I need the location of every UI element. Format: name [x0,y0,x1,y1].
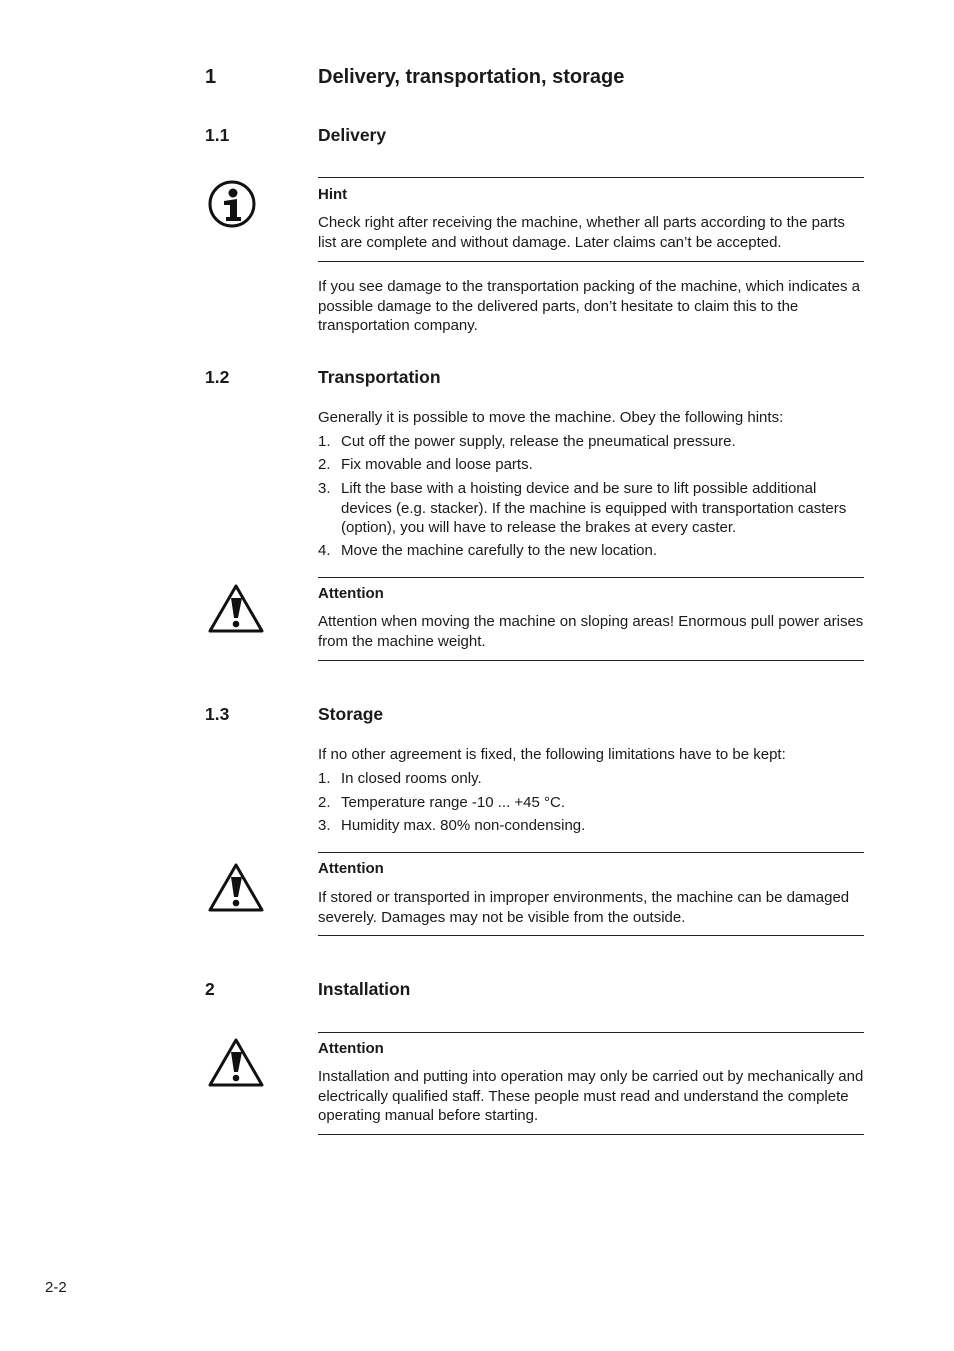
attention-text: Installation and putting into operation may only be carried out by mechanically and electrically qualified staff. These people must read and understand the complete operating manual before starting. [318,1068,864,1124]
warning-icon [207,583,265,640]
warning-icon [207,1037,265,1094]
warning-icon [207,862,265,919]
list-item [318,455,866,475]
subsection-number: 1.2 [205,367,230,387]
hint-label: Hint [318,186,348,203]
list-number: 1. [318,770,331,787]
list-number: 3. [318,817,331,834]
paragraph: If no other agreement is fixed, the following limitations have to be kept: [318,746,786,763]
subsection-title: Transportation [318,367,441,387]
list-text: Cut off the power supply, release the pneumatical pressure. [341,433,736,450]
hint-text: Check right after receiving the machine, whether all parts according to the parts list are complete and without damage. Later claims can’t be accepted. [318,214,845,251]
subsection-title: Delivery [318,125,387,145]
attention-text: If stored or transported in improper environments, the machine can be damaged severely. Damages may not be visible from the outside. [318,889,850,926]
list-number: 2. [318,456,331,473]
subsection-number: 1.3 [205,704,230,724]
list-number: 2. [318,794,331,811]
section-number: 2 [205,979,215,999]
subsection-title: Storage [318,704,384,724]
subsection-number: 1.1 [205,125,230,145]
list-item [318,432,866,452]
list-text: In closed rooms only. [341,770,482,787]
paragraph: Generally it is possible to move the machine. Obey the following hints: [318,409,784,426]
divider [318,1032,864,1033]
divider [318,177,864,178]
list-text: Temperature range -10 ... +45 °C. [341,794,566,811]
section-title: Delivery, transportation, storage [318,66,625,88]
list-text: Fix movable and loose parts. [341,456,533,473]
divider [318,660,864,661]
page-number: 2-2 [45,1279,67,1296]
list-item [318,793,866,813]
info-icon [207,180,257,235]
list-text: Lift the base with a hoisting device and be sure to lift possible additional devices (e.g. stacker). If the machine is equipped with transportation casters (option), you will have to release the brakes at every caster. [341,480,847,536]
divider [318,935,864,936]
list-text: Humidity max. 80% non-condensing. [341,817,586,834]
divider [318,577,864,578]
list-item [318,816,866,836]
list-item [318,769,866,789]
attention-text: Attention when moving the machine on sloping areas! Enormous pull power arises from the machine weight. [318,613,864,650]
section-number: 1 [205,66,217,88]
attention-label: Attention [318,585,384,602]
list-item [318,479,866,538]
list-number: 4. [318,542,331,559]
paragraph: If you see damage to the transportation packing of the machine, which indicates a possible damage to the delivered parts, don’t hesitate to claim this to the transportation company. [318,278,860,334]
list-text: Move the machine carefully to the new location. [341,542,658,559]
divider [318,1134,864,1135]
list-item [318,541,866,561]
divider [318,852,864,853]
attention-label: Attention [318,860,384,877]
section-title: Installation [318,979,411,999]
divider [318,261,864,262]
list-number: 1. [318,433,331,450]
attention-label: Attention [318,1040,384,1057]
list-number: 3. [318,480,331,497]
